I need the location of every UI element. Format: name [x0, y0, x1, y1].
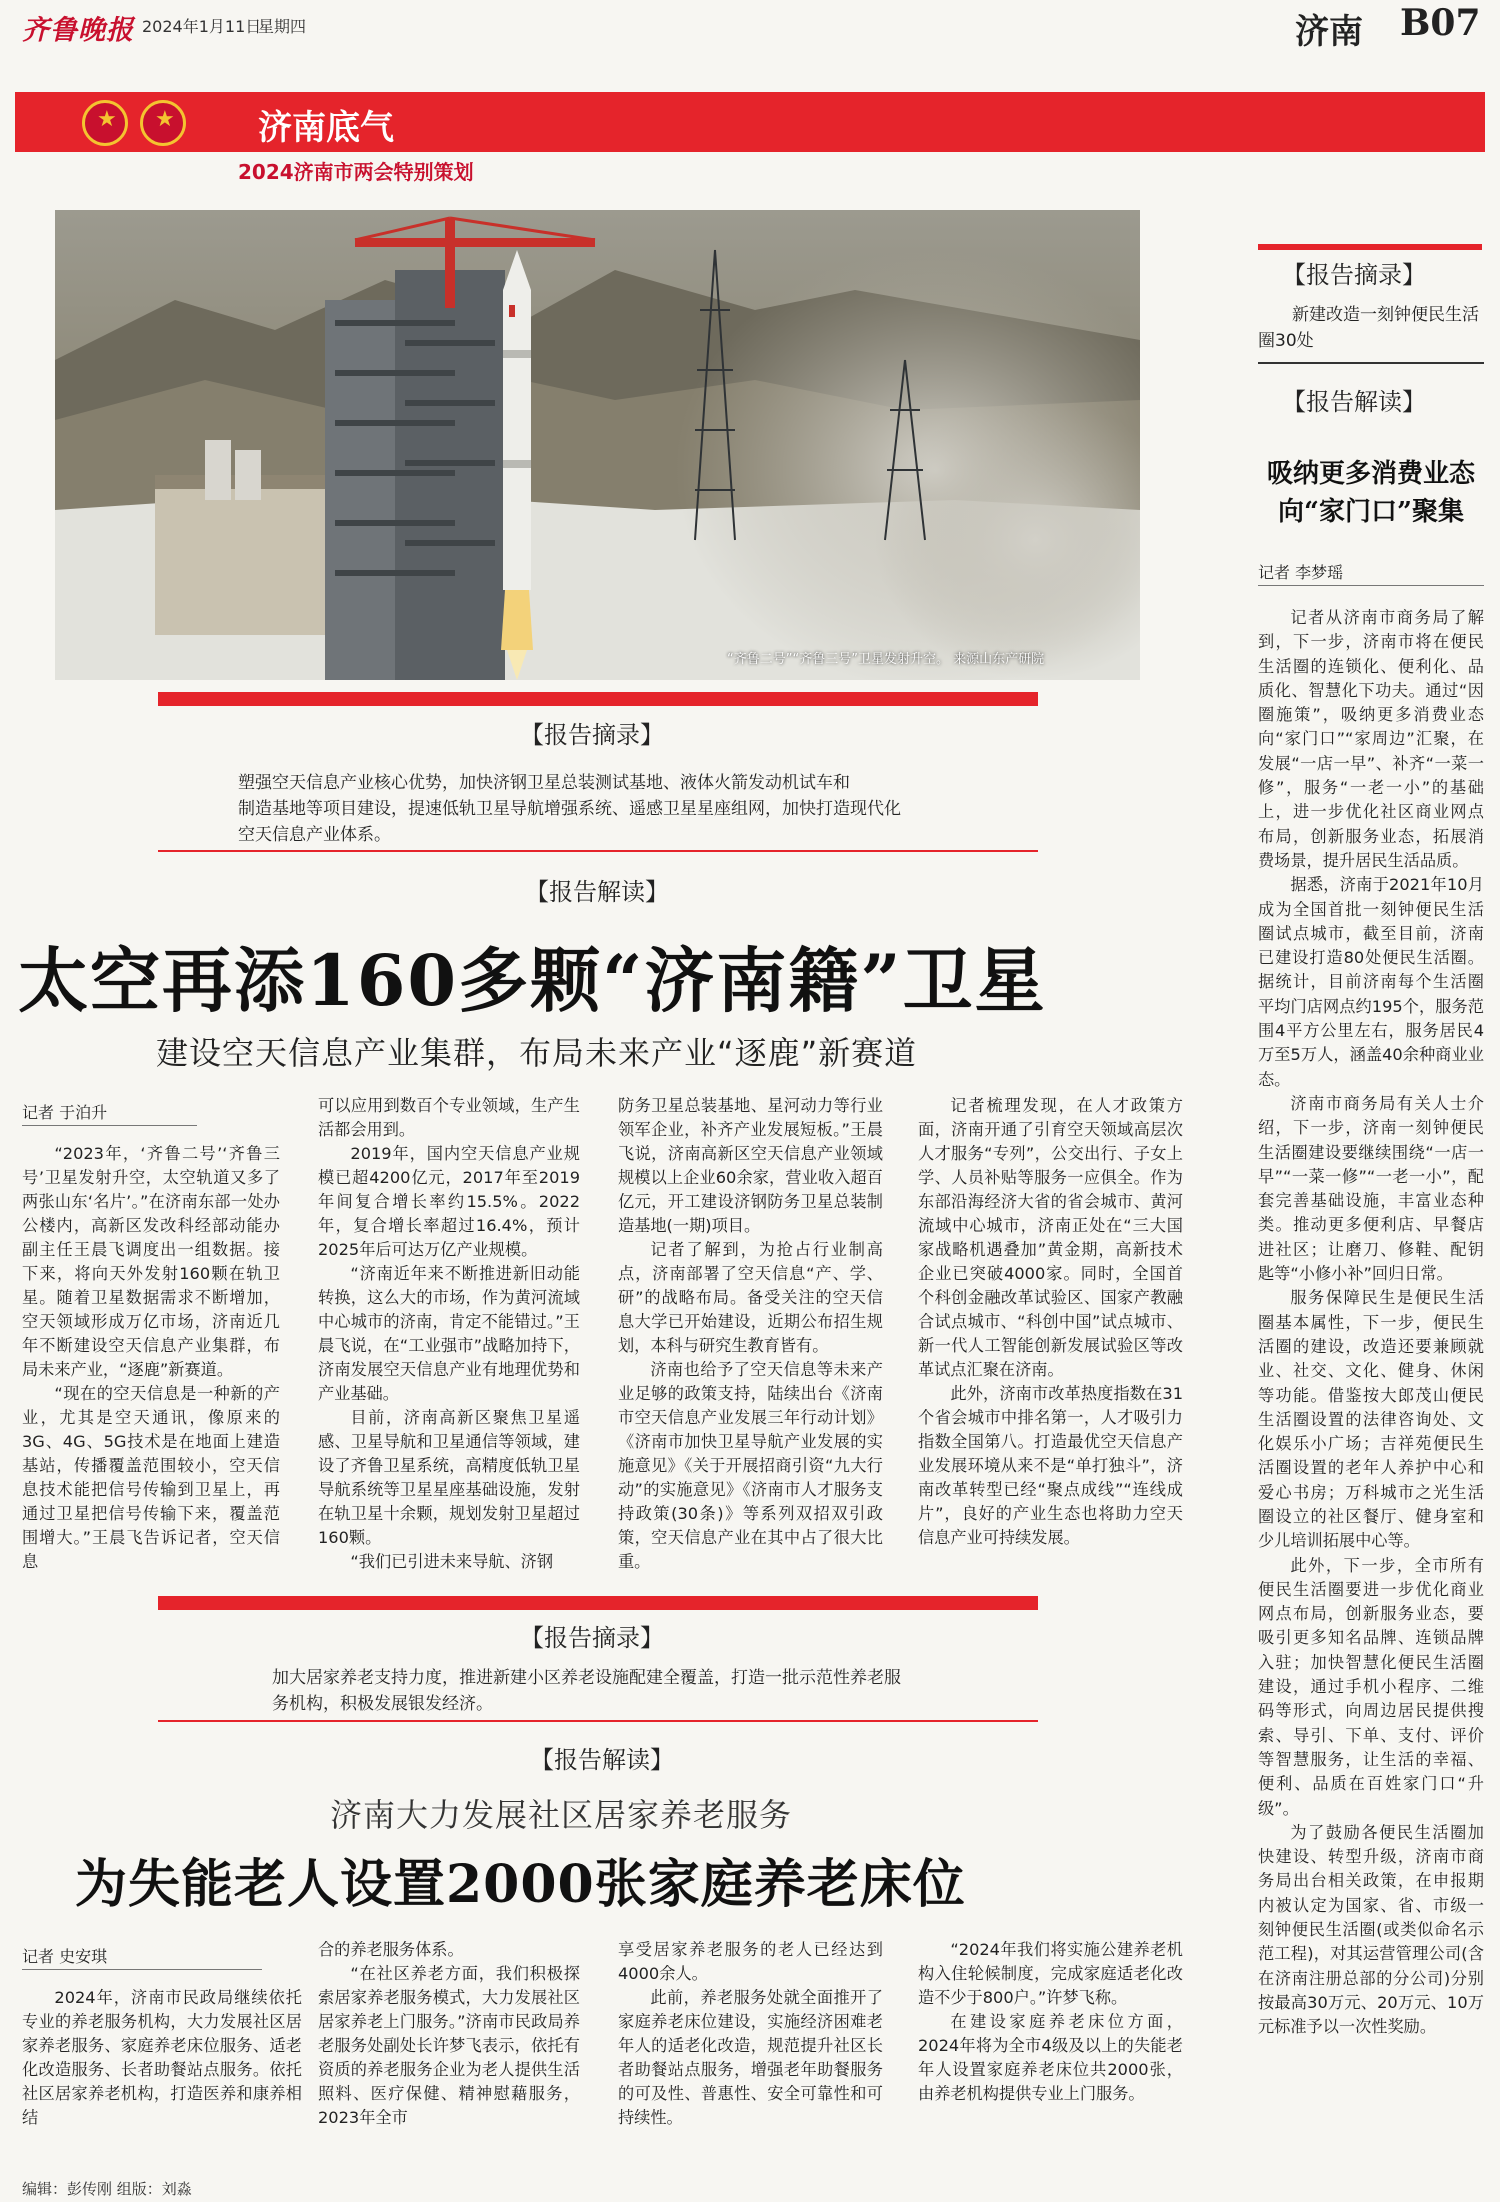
paragraph: 防务卫星总装基地、星河动力等行业领军企业，补齐产业发展短板。”王晨飞说，济南高新区空天信息产业领域规模以上企业60余家，营业收入超百亿元，开工建设济钢防务卫星总装制造基地(一期)项目。: [618, 1096, 883, 1235]
page-number: B07: [1400, 2, 1481, 44]
paragraph: 服务保障民生是便民生活圈基本属性，下一步，便民生活圈的建设，改造还要兼顾就业、社交、文化、健身、休闲等功能。借鉴按大郎茂山便民生活圈设置的法律咨询处、文化娱乐小广场；吉祥苑便民生活圈设置的老年人养护中心和爱心书房；万科城市之光生活圈设立的社区餐厅、健身室和少儿培训拓展中心等。: [1258, 1288, 1484, 1551]
paragraph: 据悉，济南于2021年10月成为全国首批一刻钟便民生活圈试点城市，截至目前，济南已建设打造80处便民生活圈。据统计，目前济南每个生活圈平均门店网点约195个，服务范围4平方公里左右，服务居民4万至5万人，涵盖40余种商业业态。: [1258, 875, 1484, 1089]
sidebar-reading-tag: 【报告解读】: [1282, 388, 1426, 416]
section-name: 济南底气: [258, 108, 394, 148]
summary-red-bar: [158, 692, 1038, 706]
sidebar-summary: 新建改造一刻钟便民生活圈30处: [1258, 305, 1479, 351]
issue-weekday: 星期四: [258, 17, 307, 36]
article-column: [318, 1938, 580, 2154]
paragraph: 在建设家庭养老床位方面，2024年将为全市4级及以上的失能老年人设置家庭养老床位共2000张，由养老机构提供专业上门服务。: [918, 2012, 1183, 2103]
summary-line: 务机构，积极发展银发经济。: [272, 1694, 493, 1714]
section-subtitle: 2024济南市两会特别策划: [238, 160, 474, 184]
cppcc-emblem-icon: ★: [140, 100, 186, 146]
paragraph: “我们已引进未来导航、济钢: [350, 1552, 554, 1571]
summary-tag: 【报告摘录】: [520, 721, 664, 749]
newspaper-logo: 齐鲁晚报: [22, 15, 134, 46]
article-subheadline: 建设空天信息产业集群，布局未来产业“逐鹿”新赛道: [156, 1034, 918, 1072]
report-summary: [238, 770, 998, 848]
sidebar-summary-tag: 【报告摘录】: [1282, 261, 1426, 289]
article-byline: 记者 于泊升: [22, 1100, 197, 1126]
article-byline: 记者 史安琪: [22, 1944, 262, 1970]
sidebar-headline-line: 向“家门口”聚集: [1278, 497, 1464, 527]
paragraph: “2023年，‘齐鲁二号’‘齐鲁三号’卫星发射升空，太空轨道又多了两张山东‘名片’。”在济南东部一处办公楼内，高新区发改科经部动能办副主任王晨飞调度出一组数据。接下来，将向天外发射160颗在轨卫星。随着卫星数据需求不断增加，空天领域形成万亿市场，济南近几年不断建设空天信息产业集群，布局未来产业，“逐鹿”新赛道。: [22, 1144, 280, 1379]
sidebar-article: [1258, 606, 1484, 2166]
issue-date: 2024年1月11日: [142, 17, 262, 36]
national-emblem-icon: ★: [82, 100, 128, 146]
summary-line: 空天信息产业体系。: [238, 825, 391, 845]
paragraph: “济南近年来不断推进新旧动能转换，这么大的市场，作为黄河流域中心城市的济南，肯定不能错过。”王晨飞说，在“工业强市”战略加持下，济南发展空天信息产业有地理优势和产业基础。: [318, 1264, 580, 1403]
summary-line: 加大居家养老支持力度，推进新建小区养老设施配建全覆盖，打造一批示范性养老服: [272, 1668, 901, 1688]
paragraph: 2024年，济南市民政局继续依托专业的养老服务机构，大力发展社区居家养老服务、家庭养老床位服务、适老化改造服务、长者助餐站点服务。依托社区居家养老机构，打造医养和康养相结: [22, 1988, 302, 2127]
article-column: [618, 1094, 883, 1574]
sidebar-top-rule: [1258, 244, 1482, 250]
sidebar-divider: [1258, 362, 1484, 364]
article-headline: 太空再添160多颗“济南籍”卫星: [18, 939, 1047, 1022]
paragraph: 此外，济南市改革热度指数在31个省会城市中排名第一，人才吸引力指数全国第八。打造最优空天信息产业发展环境从来不是“单打独斗”，济南改革转型已经“聚点成线”“连线成片”，良好的产业生态也将助力空天信息产业可持续发展。: [918, 1384, 1183, 1547]
reading-tag: 【报告解读】: [530, 1746, 674, 1774]
summary-line: 塑强空天信息产业核心优势，加快济钢卫星总装测试基地、液体火箭发动机试车和: [238, 773, 850, 793]
report-summary: [272, 1665, 992, 1717]
paragraph: 济南市商务局有关人士介绍，下一步，济南一刻钟便民生活圈建设要继续围绕“一店一早”“一菜一修”“一老一小”，配套完善基础设施，丰富业态种类。推动更多便利店、早餐店进社区；让磨刀、修鞋、配钥匙等“小修小补”回归日常。: [1258, 1093, 1484, 1284]
article-headline: 为失能老人设置2000张家庭养老床位: [75, 1854, 966, 1915]
article-column: [318, 1094, 580, 1574]
summary-divider: [158, 1720, 1038, 1722]
section-banner: [15, 92, 1485, 152]
sidebar-headline: [1258, 455, 1484, 531]
paragraph: 此外，下一步，全市所有便民生活圈要进一步优化商业网点布局，创新服务业态，要吸引更多知名品牌、连锁品牌入驻；加快智慧化便民生活圈建设，通过手机小程序、二维码等形式，向周边居民提供搜索、导引、下单、支付、评价等智慧服务，让生活的幸福、便利、品质在百姓家门口“升级”。: [1258, 1555, 1484, 1818]
paragraph: 2019年，国内空天信息产业规模已超4200亿元，2017年至2019年间复合增长率约15.5%。2022年，复合增长率超过16.4%，预计2025年后可达万亿产业规模。: [318, 1144, 580, 1259]
paragraph: 目前，济南高新区聚焦卫星遥感、卫星导航和卫星通信等领域，建设了齐鲁卫星系统，高精度低轨卫星导航系统等卫星星座基础设施，发射在轨卫星十余颗，规划发射卫星超过160颗。: [318, 1408, 580, 1547]
paragraph: 记者了解到，为抢占行业制高点，济南部署了空天信息“产、学、研”的战略布局。备受关注的空天信息大学已开始建设，近期公布招生规划，本科与研究生教育皆有。: [618, 1240, 883, 1355]
editor-credits: 编辑：彭传刚 组版：刘淼: [22, 2180, 192, 2198]
paragraph: “在社区养老方面，我们积极探索居家养老服务模式，大力发展社区居家养老上门服务。”济南市民政局养老服务处副处长许梦飞表示，依托有资质的养老服务企业为老人提供生活照料、医疗保健、精神慰藉服务，2023年全市: [318, 1964, 580, 2127]
summary-line: 制造基地等项目建设，提速低轨卫星导航增强系统、遥感卫星星座组网，加快打造现代化: [238, 799, 901, 819]
article-column: [22, 1986, 302, 2154]
article-column: [618, 1938, 883, 2154]
paragraph: 记者梳理发现，在人才政策方面，济南开通了引育空天领域高层次人才服务“专列”，公交出行、子女上学、人员补贴等服务一应俱全。作为东部沿海经济大省的省会城市、黄河流域中心城市，济南正处在“三大国家战略机遇叠加”黄金期，高新技术企业已突破4000家。同时，全国首个科创金融改革试验区、国家产教融合试点城市、“科创中国”试点城市、新一代人工智能创新发展试验区等改革试点汇聚在济南。: [918, 1096, 1183, 1379]
photo-caption: “齐鲁二号”“齐鲁三号”卫星发射升空。 来源山东产研院: [727, 652, 1045, 667]
sidebar-byline: 记者 李梦瑶: [1258, 560, 1484, 586]
article-column: [918, 1938, 1183, 2154]
paragraph: 享受居家养老服务的老人已经达到4000余人。: [618, 1940, 883, 1983]
sidebar-headline-line: 吸纳更多消费业态: [1266, 459, 1475, 489]
edition-city: 济南: [1295, 12, 1363, 52]
paragraph: 记者从济南市商务局了解到，下一步，济南市将在便民生活圈的连锁化、便利化、品质化、智慧化下功夫。通过“因圈施策”，吸纳更多消费业态向“家门口”“家周边”汇聚，在发展“一店一早”、补齐“一菜一修”，服务“一老一小”的基础上，进一步优化社区商业网点布局，创新服务业态，拓展消费场景，提升居民生活品质。: [1258, 608, 1484, 870]
paragraph: 合的养老服务体系。: [318, 1940, 464, 1959]
article-column: [918, 1094, 1183, 1574]
summary-red-bar: [158, 1596, 1038, 1610]
reading-tag: 【报告解读】: [525, 878, 669, 906]
satellite-launch-photo: [55, 210, 1140, 680]
summary-tag: 【报告摘录】: [520, 1624, 664, 1652]
paragraph: 可以应用到数百个专业领域，生产生活都会用到。: [318, 1096, 580, 1139]
paragraph: “现在的空天信息是一种新的产业，尤其是空天通讯，像原来的3G、4G、5G技术是在地面上建造基站，传播覆盖范围较小，空天信息技术能把信号传输到卫星上，再通过卫星把信号传输下来，覆盖范围增大。”王晨飞告诉记者，空天信息: [22, 1384, 280, 1571]
paragraph: “2024年我们将实施公建养老机构入住轮候制度，完成家庭适老化改造不少于800户。”许梦飞称。: [918, 1940, 1183, 2007]
paragraph: 此前，养老服务处就全面推开了家庭养老床位建设，实施经济困难老年人的适老化改造，规范提升社区长者助餐站点服务，增强老年助餐服务的可及性、普惠性、安全可靠性和可持续性。: [618, 1988, 883, 2127]
paragraph: 济南也给予了空天信息等未来产业足够的政策支持，陆续出台《济南市空天信息产业发展三年行动计划》《济南市加快卫星导航产业发展的实施意见》《关于开展招商引资“九大行动”的实施意见》《济南市人才服务支持政策(30条)》等系列双招双引政策，空天信息产业在其中占了很大比重。: [618, 1360, 883, 1571]
summary-divider: [158, 850, 1038, 852]
article-subheadline: 济南大力发展社区居家养老服务: [330, 1796, 793, 1834]
article-column: [22, 1142, 280, 1574]
paragraph: 为了鼓励各便民生活圈加快建设、转型升级，济南市商务局出台相关政策，在申报期内被认定为国家、省、市级一刻钟便民生活圈(或类似命名示范工程)，对其运营管理公司(含在济南注册总部的分公司)分别按最高30万元、20万元、10万元标准予以一次性奖励。: [1258, 1822, 1484, 2037]
